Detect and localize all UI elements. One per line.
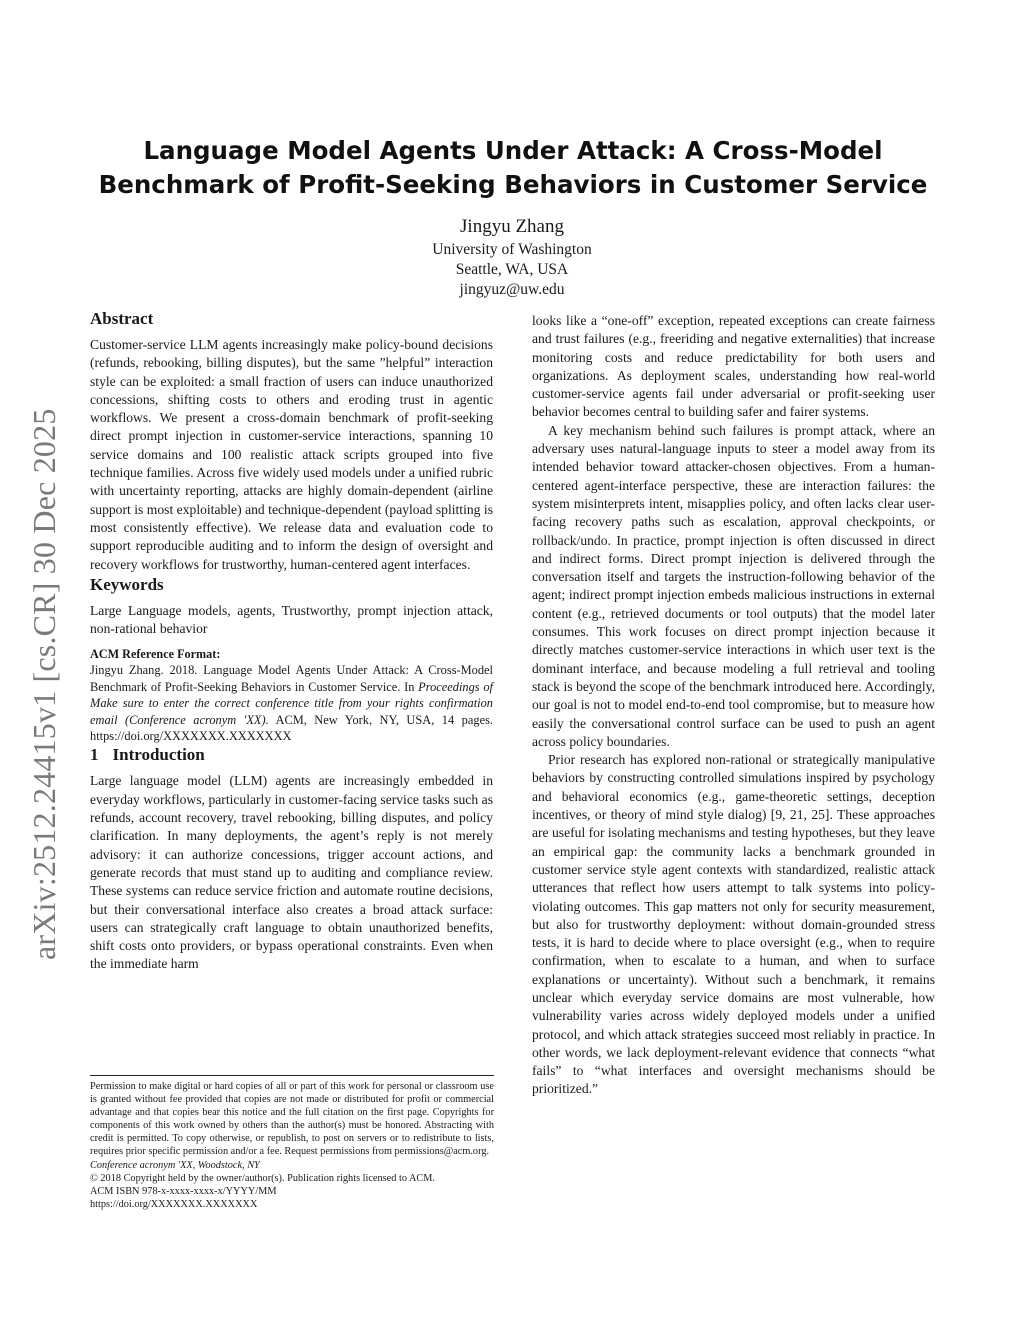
footnote-divider xyxy=(90,1075,494,1076)
permission-notice: Permission to make digital or hard copies of all or part of this work for personal or classroom use is granted without fee provided that copies are not made or distributed for profit or commercial advantage and that copies bear this notice and the full citation on the first page. Copyrights for components of this work owned by others than the author(s) must be honored. Abstracting with credit is permitted. To copy otherwise, or republish, to post on servers or to redistribute to lists, requires prior specific permission and/or a fee. Request permissions from permissions@acm.org. xyxy=(90,1081,494,1158)
intro-paragraph-1: Large language model (LLM) agents are increasingly embedded in everyday workflows, particularly in customer-facing service tasks such as refunds, account recovery, travel rebooking, billing disputes, and policy clarification. In many deployments, the agent’s reply is not merely advisory: it can authorize concessions, trigger account actions, and generate records that must stand up to auditing and compliance review. These systems can reduce service friction and automate routine decisions, but their conversational interface also creates a broad attack surface: users can strategically craft language to obtain unauthorized benefits, shift costs onto providers, or bypass operational constraints. Even when the immediate harm xyxy=(90,773,493,972)
author-block xyxy=(262,214,762,300)
acm-reference-plain: Jingyu Zhang. 2018. Language Model Agents Under Attack: A Cross-Model Benchmark of Profit-Seeking Behaviors in Customer Service. In xyxy=(90,663,493,694)
acm-reference-heading: ACM Reference Format: xyxy=(90,647,221,662)
author-email[interactable]: jingyuz@uw.edu xyxy=(459,281,565,298)
intro-paragraph-3: Prior research has explored non-rational or strategically manipulative behaviors by constructing controlled simulations inspired by psychology and behavioral economics (e.g., game-theoretic settings, deception incentives, or theory of mind style dialog) [9, 21, 25]. These approaches are useful for isolating mechanisms and testing hypotheses, but they leave an empirical gap: the community lacks a benchmark grounded in customer service style agent contexts with standardized, realistic attack utterances that reflect how users attempt to talk systems into policy-violating outcomes. This gap matters not only for security measurement, but also for trustworthy deployment: without domain-grounded stress tests, it is hard to decide where to place oversight (e.g., when to require confirmation, when to escalate to a human, and when to surface explanations or uncertainty). Without such a benchmark, it remains unclear which everyday service domains are most vulnerable, how vulnerability varies across widely deployed models under a unified protocol, and which attack strategies succeed most reliably in practice. In other words, we lack deployment-relevant evidence that connects “what fails” to “what interfaces and oversight mechanisms should be prioritized.” xyxy=(532,752,935,1097)
right-column xyxy=(532,312,935,1099)
introduction-heading xyxy=(90,744,493,766)
section-title: Introduction xyxy=(112,745,205,765)
keywords-text: Large Language models, agents, Trustworthy, prompt injection attack, non-rational behavior xyxy=(90,602,493,637)
copyright-line: © 2018 Copyright held by the owner/author(s). Publication rights licensed to ACM. xyxy=(90,1172,436,1184)
title-line-2: Benchmark of Profit-Seeking Behaviors in Customer Service xyxy=(98,170,928,199)
conference-line: Conference acronym 'XX, Woodstock, NY xyxy=(90,1159,260,1171)
acm-reference-proceedings: Proceedings of Make sure to enter the correct conference title from your rights confirmation email (Conference acronym 'XX). xyxy=(90,679,493,727)
doi-line[interactable]: https://doi.org/XXXXXXX.XXXXXXX xyxy=(90,1198,258,1210)
paper-title xyxy=(90,134,936,202)
acm-reference-text xyxy=(90,662,493,744)
arxiv-identifier: arXiv:2512.24415v1 [cs.CR] 30 Dec 2025 xyxy=(26,408,62,960)
acm-reference-tail[interactable]: ACM, New York, NY, USA, 14 pages. https://doi.org/XXXXXXX.XXXXXXX xyxy=(90,712,493,744)
author-name: Jingyu Zhang xyxy=(460,216,564,237)
left-column xyxy=(90,308,493,974)
intro-paragraph-2: A key mechanism behind such failures is prompt attack, where an adversary uses natural-language inputs to steer a model away from its intended behavior toward attacker-chosen objectives. From a human-centered agent-interface perspective, these are interaction failures: the system misinterprets intent, misapplies policy, and often lacks clear user-facing recovery paths such as escalation, approval checkpoints, or rollback/undo. In practice, prompt injection is often discussed in direct and indirect forms. Direct prompt injection is delivered through the conversation itself and targets the instruction-following behavior of the agent; indirect prompt injection embeds malicious instructions in external content (e.g., retrieved documents or tool outputs) that the model later consumes. This work focuses on direct prompt injection because it directly matches customer-service interactions in which user text is the dominant interface, and because modeling a full retrieval and tooling stack is beyond the scope of the benchmark introduced here. Accordingly, our goal is not to model end-to-end tool compromise, but to measure how easily the conversational control surface can be used to push an agent across policy boundaries. xyxy=(532,422,935,749)
section-number: 1 xyxy=(90,745,99,765)
abstract-heading: Abstract xyxy=(90,309,154,328)
copyright-footnote xyxy=(90,1080,494,1211)
intro-paragraph-1-continued: looks like a “one-off” exception, repeated exceptions can create fairness and trust failures (e.g., freeriding and negative externalities) that increase monitoring costs and reduce predictability for both users and organizations. As deployment scales, understanding how real-world customer-service agents fail under adversarial or profit-seeking user behavior becomes central to building safer and fairer systems. xyxy=(532,313,935,420)
author-location: Seattle, WA, USA xyxy=(455,261,569,278)
keywords-heading: Keywords xyxy=(90,574,164,594)
abstract-text: Customer-service LLM agents increasingly make policy-bound decisions (refunds, rebooking, billing disputes), but the same ”helpful” interaction style can be exploited: a small fraction of users can induce unauthorized concessions, shifting costs to others and eroding trust in agentic workflows. We present a cross-domain benchmark of profit-seeking direct prompt injection in customer-service interactions, spanning 10 service domains and 100 realistic attack scripts grouped into five technique families. Across five widely used models under a unified rubric with uncertainty reporting, attacks are highly domain-dependent (airline support is most exploitable) and technique-dependent (payload splitting is most consistently effective). We release data and evaluation code to support reproducible auditing and to inform the design of oversight and recovery workflows for trustworthy, human-centered agent interfaces. xyxy=(90,337,493,572)
isbn-line: ACM ISBN 978-x-xxxx-xxxx-x/YYYY/MM xyxy=(90,1185,277,1197)
author-affiliation: University of Washington xyxy=(432,241,592,258)
title-line-1: Language Model Agents Under Attack: A Cross-Model xyxy=(143,136,883,165)
